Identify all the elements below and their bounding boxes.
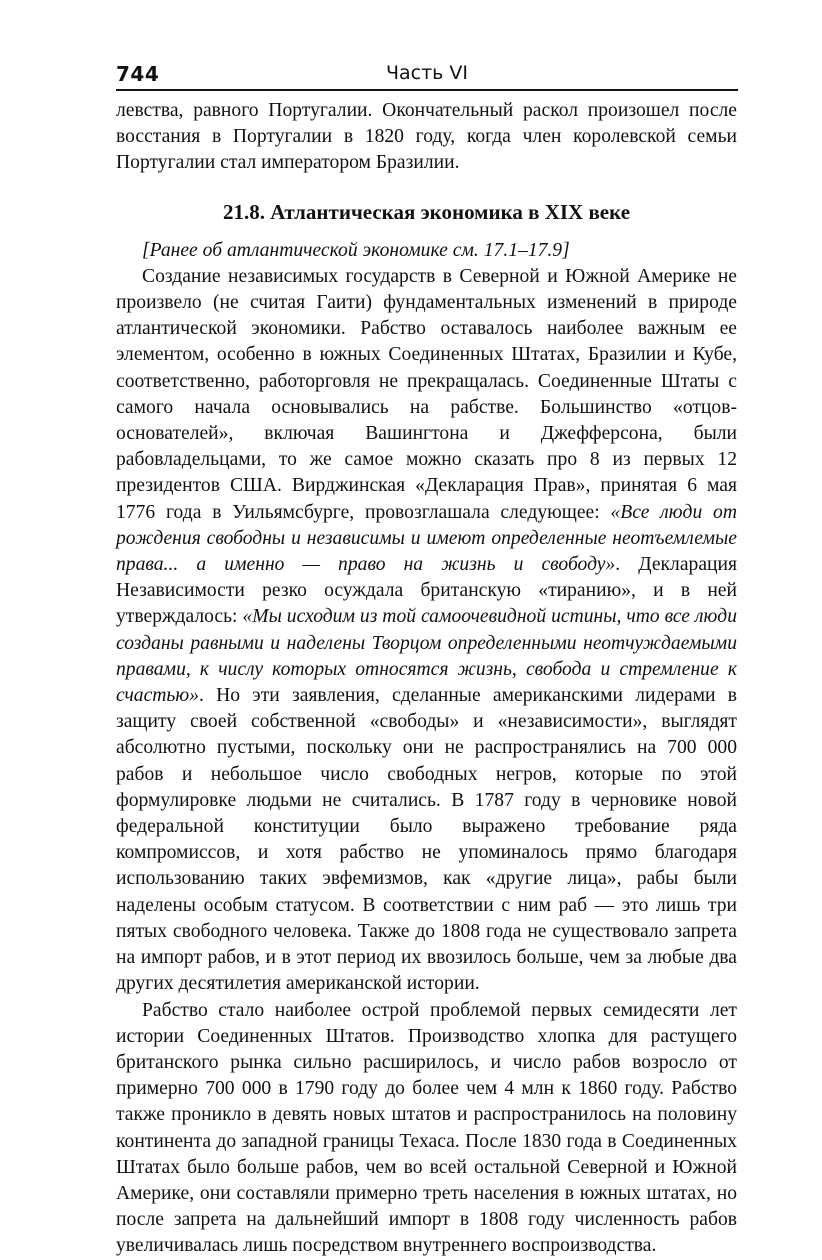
- paragraph-1-text-2: . Декларация Независимости резко осуждала британскую «тиранию», и в ней утверждалось:: [116, 554, 737, 628]
- part-title: Часть VI: [385, 62, 469, 84]
- independence-declaration-quote: «Мы исходим из той самоочевидной истины, что все люди созданы равными и наделены Творцом определенными неотчуждаемыми правами, к числу которых относятся жизнь, свобода и стремление к счастью»: [116, 606, 737, 707]
- cross-reference: [Ранее об атлантической экономике см. 17.1–17.9]: [142, 239, 570, 261]
- running-head: [116, 56, 738, 90]
- body-text: [116, 98, 737, 1260]
- paragraph-2: Рабство стало наиболее острой проблемой первых семидесяти лет истории Соединенных Штатов. Производство хлопка для растущего британского рынка сильно расширилось, и число рабов возросло от примерно 700 000 в 1790 году до более чем 4 млн к 1860 году. Рабство также проникло в девять новых штатов и распространилось на половину континента до западной границы Техаса. После 1830 года в Соединенных Штатах было больше рабов, чем во всей остальной Северной и Южной Америке, они составляли примерно треть населения в южных штатах, но после запрета на дальнейший импорт в 1808 году численность рабов увеличивалась лишь посредством внутреннего воспроизводства.: [116, 999, 737, 1257]
- header-rule: [116, 89, 738, 91]
- page-number: 744: [116, 62, 160, 86]
- continued-paragraph: левства, равного Португалии. Окончательный раскол произошел после восстания в Португалии в 1820 году, когда член королевской семьи Португалии стал императором Бразилии.: [116, 100, 737, 174]
- paragraph-1-text-1: Создание независимых государств в Северной и Южной Америке не произвело (не считая Гаити) фундаментальных изменений в природе атлантической экономики. Рабство оставалось наиболее важным ее элементом, особенно в южных Соединенных Штатах, Бразилии и Кубе, соответственно, работорговля не прекращалась. Соединенные Штаты с самого начала основывались на рабстве. Большинство «отцов-основателей», включая Вашингтона и Джефферсона, были рабовладельцами, то же самое можно сказать про 8 из первых 12 президентов США. Вирджинская «Декларация Прав», принятая 6 мая 1776 года в Уильямсбурге, провозглашала следующее:: [116, 265, 737, 523]
- paragraph-1: [116, 264, 737, 998]
- virginia-declaration-quote: «Все люди от рождения свободны и независимы и имеют определенные неотъемлемые права... а именно — право на жизнь и свободу»: [116, 501, 737, 576]
- paragraph-1-text-3: . Но эти заявления, сделанные американскими лидерами в защиту своей собственной «свободы» и «независимости», выглядят абсолютно пустыми, поскольку они не распространялись на 700 000 рабов и небольшое число свободных негров, которые по этой формулировке людьми не считались. В 1787 году в черновике новой федеральной конституции было выражено требование ряда компромиссов, и хотя рабство не упоминалось прямо благодаря использованию таких эвфемизмов, как «другие лица», рабы были наделены особым статусом. В соответствии с ним раб — это лишь три пятых свободного человека. Также до 1808 года не существовало запрета на импорт рабов, и в этот период их ввозилось больше, чем за любые два других десятилетия американской истории.: [116, 685, 737, 995]
- section-heading: 21.8. Атлантическая экономика в XIX веке: [222, 199, 631, 224]
